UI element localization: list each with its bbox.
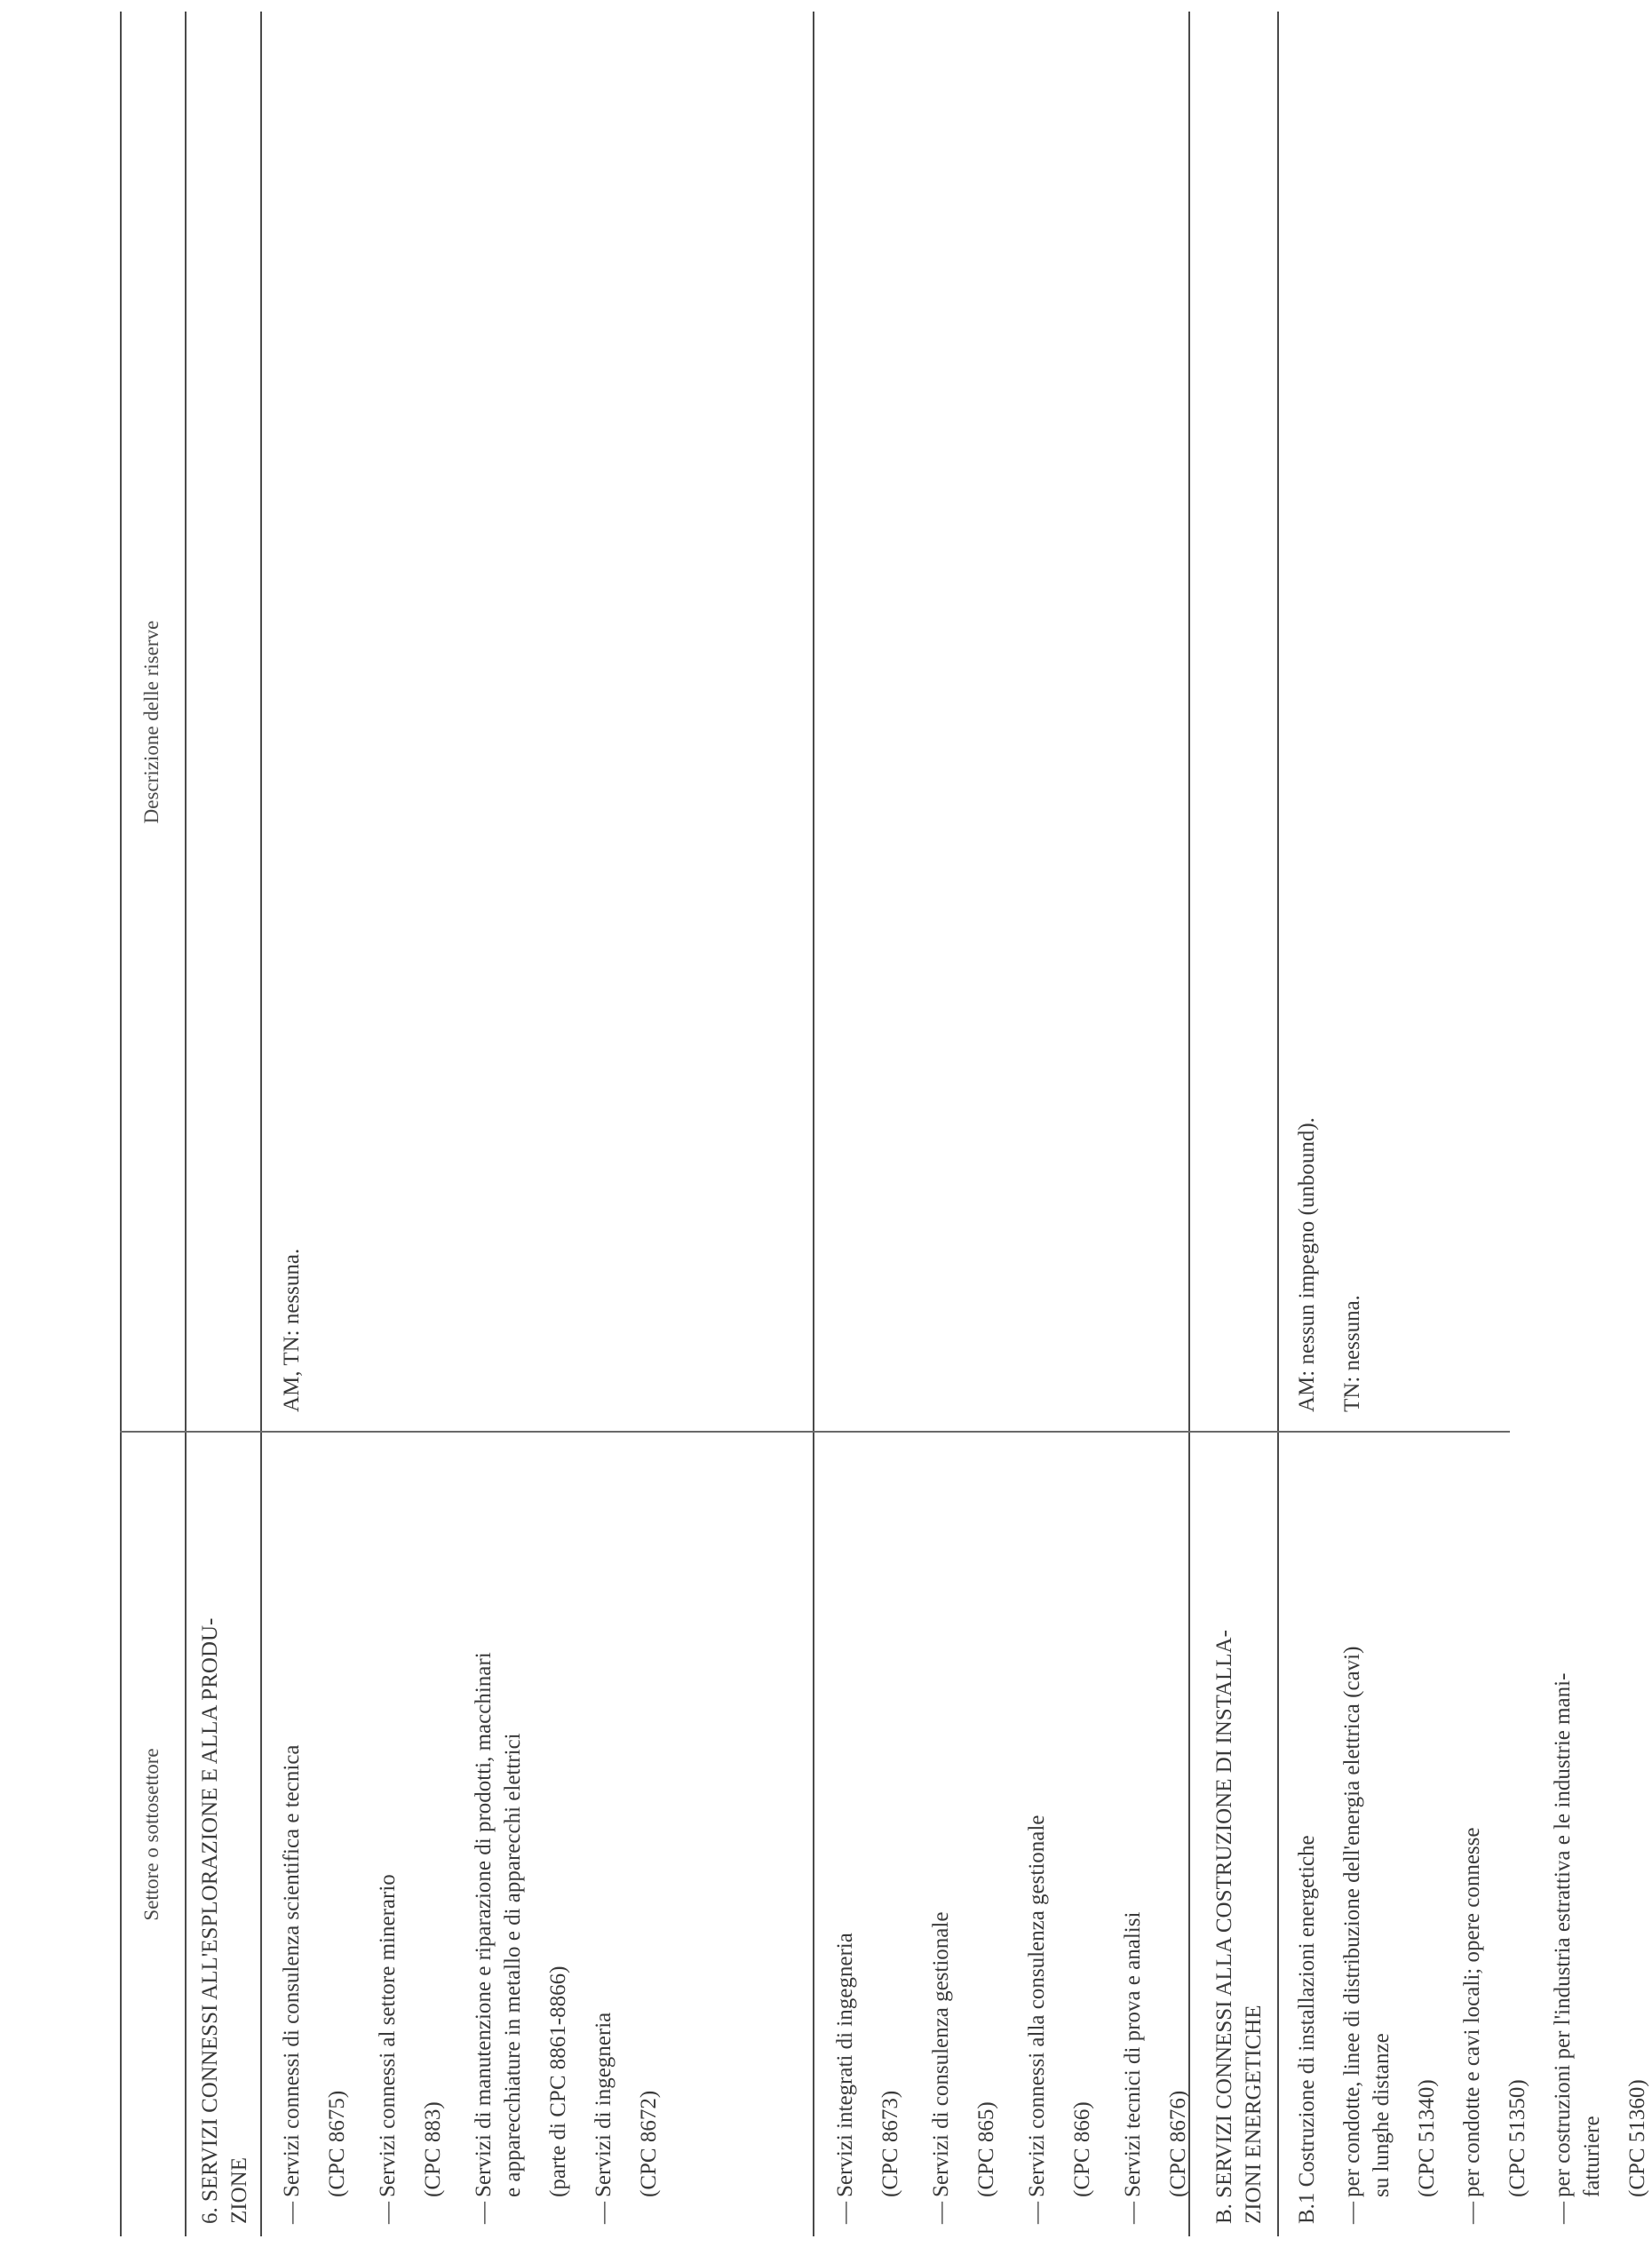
column-divider (120, 1431, 1510, 1433)
item-text: Servizi di consulenza gestionale (929, 1911, 953, 2197)
item-text: per condotte, linee di distribuzione dell'energia elettrica (cavi) (1340, 1646, 1364, 2197)
section6-title (195, 1442, 254, 2224)
dash-marker: — (1460, 2202, 1484, 2224)
list-item (373, 1442, 402, 2224)
cpc-code: (CPC 8676) (1166, 2090, 1190, 2197)
header-sector: Settore o sottosettore (140, 1748, 163, 1921)
cpc-code: (CPC 8673) (878, 2090, 902, 2197)
item-text: Servizi di manutenzione e riparazione di prodotti, macchinari (472, 1652, 496, 2197)
cpc-code: (CPC 8675) (325, 2090, 349, 2197)
table-top-rule (120, 12, 122, 2236)
dash-marker: — (1121, 2202, 1145, 2224)
item-text: su lunghe distanze (1370, 2033, 1394, 2197)
list-item (926, 1442, 956, 2224)
sectionB-title-line2: ZIONI ENERGETICHE (1242, 2005, 1266, 2224)
list-item (1118, 1442, 1148, 2224)
list-item (589, 1442, 618, 2224)
item-text: Servizi connessi alla consulenza gestionale (1025, 1814, 1049, 2197)
header-reserves: Descrizione delle riserve (140, 620, 163, 824)
sectionB-reserves (1292, 80, 1367, 1412)
item-text: e apparecchiature in metallo e di apparecchi elettrici (501, 1733, 525, 2197)
cpc-code: (CPC 51350) (1505, 2079, 1529, 2197)
item-text: Servizi connessi al settore minerario (376, 1874, 400, 2197)
section6-block1 (277, 1442, 663, 2224)
list-item (1548, 1442, 1607, 2224)
item-text: per condotte e cavi locali; opere connesse (1460, 1827, 1484, 2197)
cpc-code: (CPC 51360) (1625, 2079, 1649, 2197)
reserve-am: AM: nessun impegno (unbound). (1295, 1117, 1319, 1412)
list-item (469, 1442, 528, 2224)
list-item (1338, 1442, 1396, 2224)
item-text: fatturiere (1580, 2116, 1604, 2197)
sectionB-title-rule (1277, 12, 1279, 2236)
cpc-code: (CPC 865) (974, 2101, 998, 2197)
header-bottom-rule (185, 12, 187, 2236)
cpc-code: (CPC 883) (421, 2101, 445, 2197)
dash-marker: — (833, 2202, 857, 2224)
cpc-code: (parte di CPC 8861-8866) (546, 1965, 570, 2197)
list-item (1457, 1442, 1487, 2224)
section6-block1-reserve: AM, TN: nessuna. (280, 1248, 304, 1412)
block-divider-rule-1 (813, 12, 814, 2236)
dash-marker: — (280, 2202, 304, 2224)
dash-marker: — (1551, 2202, 1575, 2224)
item-text: Servizi integrati di ingegneria (833, 1933, 857, 2197)
b1-title: B.1 Costruzione di installazioni energetiche (1295, 1835, 1319, 2224)
dash-marker: — (472, 2202, 496, 2224)
item-text: Servizi connessi di consulenza scientifica e tecnica (280, 1744, 304, 2197)
section6-block2 (830, 1442, 1193, 2224)
list-item (1022, 1442, 1052, 2224)
section6-title-line1: 6. SERVIZI CONNESSI ALL'ESPLORAZIONE E ALLA PRODU- (198, 1617, 222, 2224)
dash-marker: — (929, 2202, 953, 2224)
sectionB-title-line1: B. SERVIZI CONNESSI ALLA COSTRUZIONE DI INSTALLA- (1212, 1630, 1236, 2224)
reserve-tn: TN: nessuna. (1340, 1295, 1364, 1412)
cpc-code: (CPC 8672) (637, 2090, 661, 2197)
sectionB-items (1292, 1442, 1652, 2224)
item-text: Servizi tecnici di prova e analisi (1121, 1911, 1145, 2197)
section6-title-rule (260, 12, 262, 2236)
dash-marker: — (592, 2202, 616, 2224)
list-item (277, 1442, 306, 2224)
cpc-code: (CPC 51340) (1415, 2079, 1439, 2197)
item-text: per costruzioni per l'industria estrattiva e le industrie mani- (1551, 1672, 1575, 2197)
item-text: Servizi di ingegneria (592, 2012, 616, 2197)
dash-marker: — (1025, 2202, 1049, 2224)
cpc-code: (CPC 866) (1070, 2101, 1094, 2197)
list-item (830, 1442, 860, 2224)
section6-title-line2: ZIONE (227, 2157, 251, 2224)
sectionB-title (1210, 1442, 1268, 2224)
dash-marker: — (376, 2202, 400, 2224)
dash-marker: — (1340, 2202, 1364, 2224)
